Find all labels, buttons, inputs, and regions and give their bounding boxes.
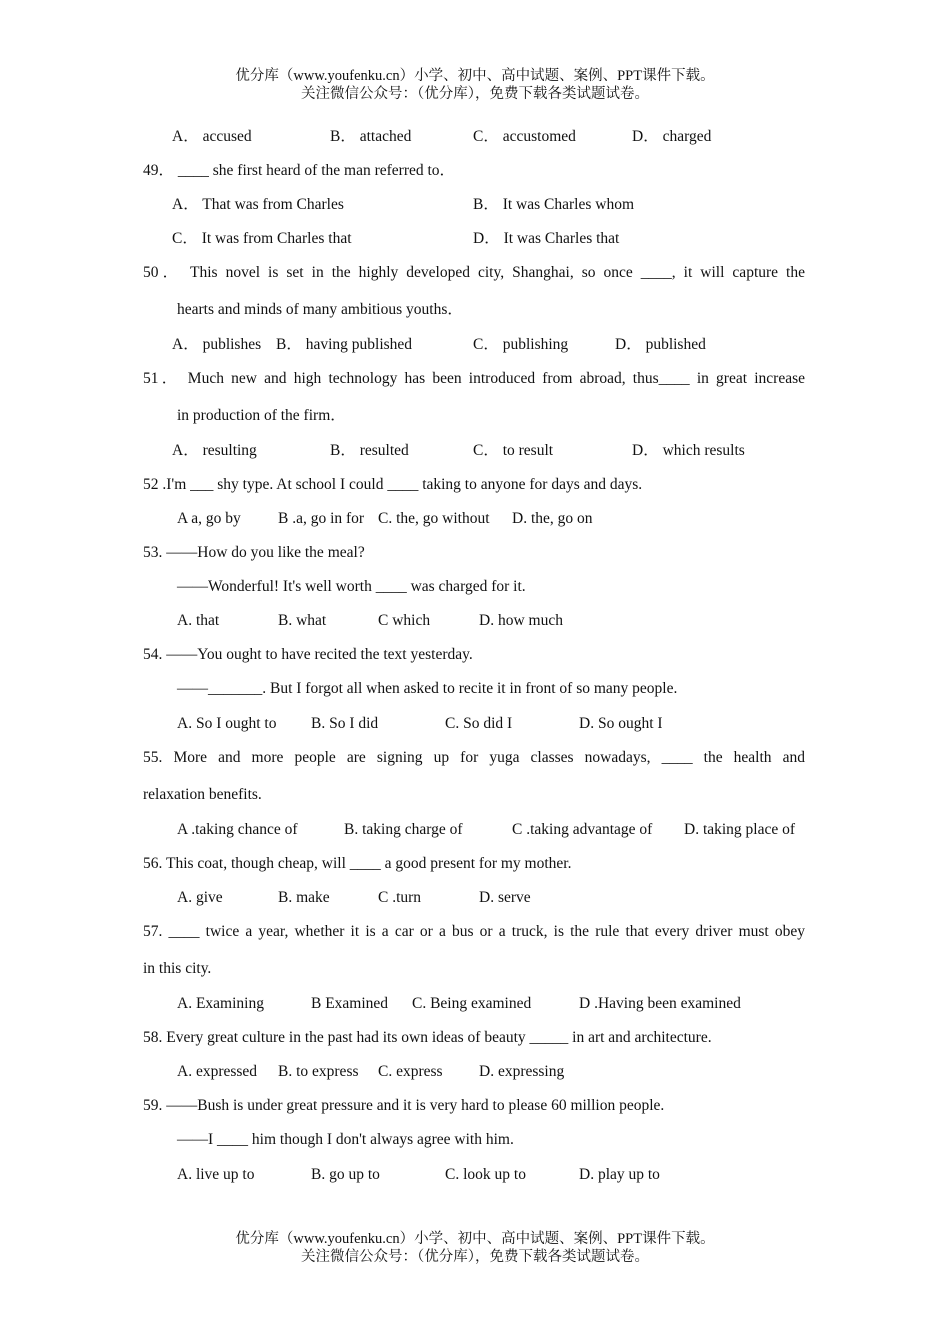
q49-stem: 49． ____ she first heard of the man referred to． <box>143 162 456 179</box>
q51-stem-line-1: 51． Much new and high technology has been introduced from abroad, thus____ in great increase <box>143 370 805 387</box>
q57-option-c: C. Being examined <box>412 995 532 1012</box>
q50-option-a: A． publishes <box>172 336 262 353</box>
q51-stem-line-2: in production of the firm． <box>177 407 346 424</box>
q50-option-b: B． having published <box>276 336 413 353</box>
q56-stem: 56. This coat, though cheap, will ____ a good present for my mother. <box>143 855 572 872</box>
q54-stem-line-2: ——_______. But I forgot all when asked to recite it in front of so many people. <box>177 680 678 697</box>
q55-option-d: D. taking place of <box>684 821 796 838</box>
q55-option-a: A .taking chance of <box>177 821 298 838</box>
q56-option-d: D. serve <box>479 889 531 906</box>
q58-option-c: C. express <box>378 1063 443 1080</box>
q58-option-b: B. to express <box>278 1063 359 1080</box>
q53-option-b: B. what <box>278 612 327 629</box>
q56-option-b: B. make <box>278 889 330 906</box>
q59-option-c: C. look up to <box>445 1166 526 1183</box>
q58-stem: 58. Every great culture in the past had its own ideas of beauty _____ in art and architecture. <box>143 1029 712 1046</box>
footer-line-2: 关注微信公众号：（优分库），免费下载各类试题试卷。 <box>301 1249 649 1265</box>
q57-option-d: D .Having been examined <box>579 995 741 1012</box>
q54-stem-line-1: 54. ——You ought to have recited the text yesterday. <box>143 646 473 663</box>
q56-option-c: C .turn <box>378 889 422 906</box>
q52-option-d: D. the, go on <box>512 510 593 527</box>
q58-option-d: D. expressing <box>479 1063 565 1080</box>
header-line-2: 关注微信公众号：（优分库），免费下载各类试题试卷。 <box>301 86 649 102</box>
q48-option-c: C． accustomed <box>473 128 576 145</box>
q54-option-b: B. So I did <box>311 715 379 732</box>
q51-option-d: D． which results <box>632 442 745 459</box>
q50-stem-line-1: 50． This novel is set in the highly developed city, Shanghai, so once ____, it will capture the <box>143 264 805 281</box>
q56-option-a: A. give <box>177 889 223 906</box>
q54-option-d: D. So ought I <box>579 715 663 732</box>
q51-option-c: C． to result <box>473 442 554 459</box>
q57-stem-line-1: 57. ____ twice a year, whether it is a car or a bus or a truck, is the rule that every driver must obey <box>143 923 805 940</box>
q52-option-b: B .a, go in for <box>278 510 365 527</box>
q49-option-b: B． It was Charles whom <box>473 196 635 213</box>
q57-option-b: B Examined <box>311 995 389 1012</box>
q50-stem-line-2: hearts and minds of many ambitious youths． <box>177 301 463 318</box>
q52-option-a: A a, go by <box>177 510 241 527</box>
q48-option-b: B． attached <box>330 128 412 145</box>
q49-option-d: D． It was Charles that <box>473 230 620 247</box>
q55-option-c: C .taking advantage of <box>512 821 653 838</box>
q55-stem-line-2: relaxation benefits. <box>143 786 262 803</box>
q48-option-d: D． charged <box>632 128 712 145</box>
q51-option-b: B． resulted <box>330 442 409 459</box>
q54-option-c: C. So did I <box>445 715 513 732</box>
q55-option-b: B. taking charge of <box>344 821 463 838</box>
q59-stem-line-1: 59. ——Bush is under great pressure and it is very hard to please 60 million people. <box>143 1097 665 1114</box>
q54-option-a: A. So I ought to <box>177 715 277 732</box>
q53-stem-line-2: ——Wonderful! It's well worth ____ was charged for it. <box>177 578 526 595</box>
q52-option-c: C. the, go without <box>378 510 490 527</box>
q48-option-a: A． accused <box>172 128 252 145</box>
q59-stem-line-2: ——I ____ him though I don't always agree with him. <box>177 1131 514 1148</box>
q52-stem: 52 .I'm ___ shy type. At school I could ____ taking to anyone for days and days. <box>143 476 643 493</box>
q59-option-a: A. live up to <box>177 1166 255 1183</box>
header-line-1: 优分库（www.youfenku.cn）小学、初中、高中试题、案例、PPT课件下载。 <box>235 68 715 84</box>
q59-option-d: D. play up to <box>579 1166 660 1183</box>
q59-option-b: B. go up to <box>311 1166 380 1183</box>
q50-option-d: D． published <box>615 336 706 353</box>
q53-option-c: C which <box>378 612 431 629</box>
q55-stem-line-1: 55. More and more people are signing up for yuga classes nowadays, ____ the health and <box>143 749 805 766</box>
q57-option-a: A. Examining <box>177 995 264 1012</box>
q51-option-a: A． resulting <box>172 442 257 459</box>
q57-stem-line-2: in this city. <box>143 960 212 977</box>
footer-line-1: 优分库（www.youfenku.cn）小学、初中、高中试题、案例、PPT课件下载。 <box>235 1231 715 1247</box>
q53-option-a: A. that <box>177 612 220 629</box>
q58-option-a: A. expressed <box>177 1063 258 1080</box>
q53-option-d: D. how much <box>479 612 563 629</box>
q49-option-c: C． It was from Charles that <box>172 230 352 247</box>
q50-option-c: C． publishing <box>473 336 569 353</box>
q49-option-a: A． That was from Charles <box>172 196 344 213</box>
q53-stem-line-1: 53. ——How do you like the meal? <box>143 544 365 561</box>
